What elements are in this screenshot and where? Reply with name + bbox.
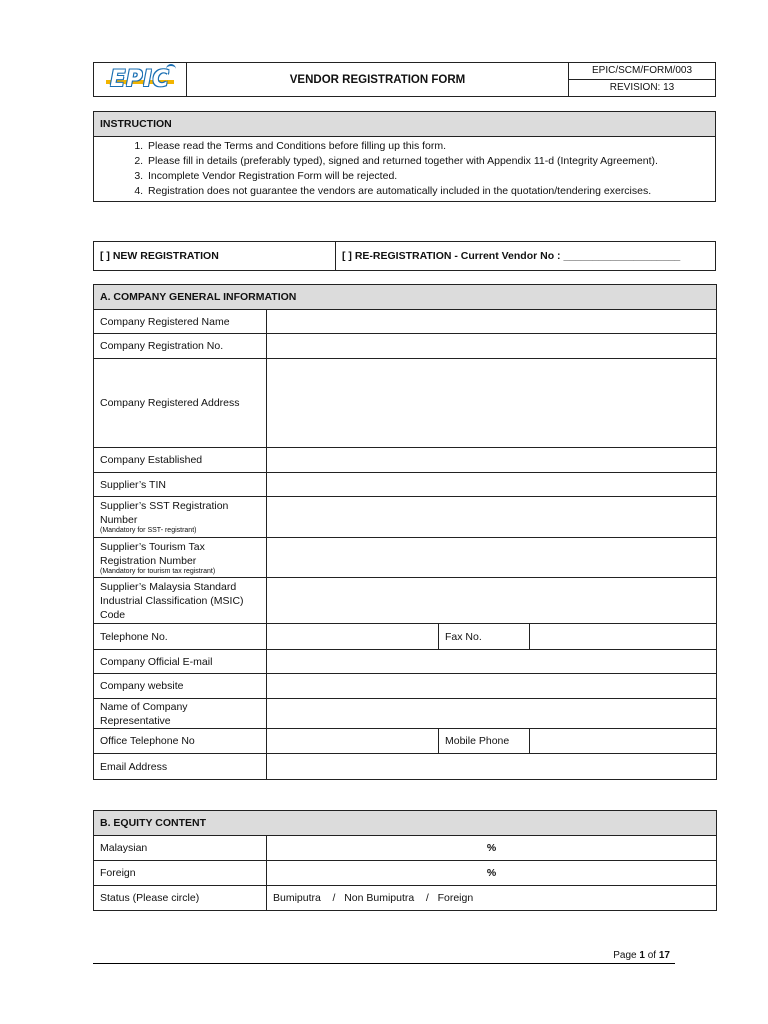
email-field[interactable] — [267, 754, 717, 780]
re-registration-checkbox[interactable]: [ ] RE-REGISTRATION - Current Vendor No : ____________________ — [336, 242, 716, 271]
instruction-box — [93, 111, 716, 202]
tourism-label-cell — [94, 538, 267, 578]
instruction-list — [94, 139, 709, 199]
sst-note: (Mandatory for SST- registrant) — [100, 527, 197, 534]
section-a-heading: A. COMPANY GENERAL INFORMATION — [94, 285, 717, 310]
company-info-table — [93, 284, 717, 780]
epic-logo — [102, 64, 178, 92]
malaysian-percent-field[interactable]: % — [267, 836, 717, 861]
form-title: VENDOR REGISTRATION FORM — [187, 63, 569, 97]
representative-label: Name of Company Representative — [94, 699, 267, 729]
address-label: Company Registered Address — [94, 359, 267, 448]
office-tel-field[interactable] — [267, 729, 439, 754]
registration-no-label: Company Registration No. — [94, 334, 267, 359]
malaysian-label: Malaysian — [94, 836, 267, 861]
tin-field[interactable] — [267, 473, 717, 497]
email-label: Email Address — [94, 754, 267, 780]
page-number: Page 1 of 17 — [613, 950, 670, 961]
official-email-label: Company Official E-mail — [94, 650, 267, 674]
company-name-label: Company Registered Name — [94, 310, 267, 334]
form-revision: REVISION: 13 — [569, 80, 716, 97]
form-header — [93, 62, 716, 97]
instruction-item: 4. Registration does not guarantee the vendors are automatically included in the quotation/tendering exercises. — [146, 184, 709, 199]
mobile-field[interactable] — [530, 729, 717, 754]
tin-label: Supplier’s TIN — [94, 473, 267, 497]
registration-no-field[interactable] — [267, 334, 717, 359]
telephone-field[interactable] — [267, 624, 439, 650]
fax-field[interactable] — [530, 624, 717, 650]
telephone-label: Telephone No. — [94, 624, 267, 650]
company-name-field[interactable] — [267, 310, 717, 334]
msic-label: Supplier’s Malaysia Standard Industrial Classification (MSIC) Code — [94, 578, 267, 624]
official-email-field[interactable] — [267, 650, 717, 674]
sst-field[interactable] — [267, 497, 717, 538]
tourism-note: (Mandatory for tourism tax registrant) — [100, 567, 216, 575]
logo-cell — [94, 63, 187, 97]
equity-table — [93, 810, 717, 911]
mobile-label: Mobile Phone — [439, 729, 530, 754]
new-registration-checkbox[interactable]: [ ] NEW REGISTRATION — [94, 242, 336, 271]
footer-divider — [93, 963, 675, 964]
established-label: Company Established — [94, 448, 267, 473]
address-field[interactable] — [267, 359, 717, 448]
instruction-body — [94, 137, 716, 202]
instruction-item: 1. Please read the Terms and Conditions before filling up this form. — [146, 139, 709, 154]
website-label: Company website — [94, 674, 267, 699]
status-options[interactable]: Bumiputra / Non Bumiputra / Foreign — [267, 886, 717, 911]
status-label: Status (Please circle) — [94, 886, 267, 911]
office-tel-label: Office Telephone No — [94, 729, 267, 754]
logo-text: EPIC — [110, 67, 170, 92]
instruction-heading: INSTRUCTION — [94, 112, 716, 137]
section-b-heading: B. EQUITY CONTENT — [94, 811, 717, 836]
tourism-field[interactable] — [267, 538, 717, 578]
form-code: EPIC/SCM/FORM/003 — [569, 63, 716, 80]
sst-label-cell — [94, 497, 267, 538]
msic-field[interactable] — [267, 578, 717, 624]
instruction-item: 2. Please fill in details (preferably typed), signed and returned together with Appendix 11-d (Integrity Agreement). — [146, 154, 709, 169]
foreign-label: Foreign — [94, 861, 267, 886]
representative-field[interactable] — [267, 699, 717, 729]
foreign-percent-field[interactable]: % — [267, 861, 717, 886]
tourism-label: Supplier’s Tourism Tax Registration Number — [100, 540, 205, 567]
registration-type — [93, 241, 716, 271]
established-field[interactable] — [267, 448, 717, 473]
instruction-item: 3. Incomplete Vendor Registration Form will be rejected. — [146, 169, 709, 184]
sst-label: Supplier’s SST Registration Number — [100, 500, 229, 526]
fax-label: Fax No. — [439, 624, 530, 650]
website-field[interactable] — [267, 674, 717, 699]
